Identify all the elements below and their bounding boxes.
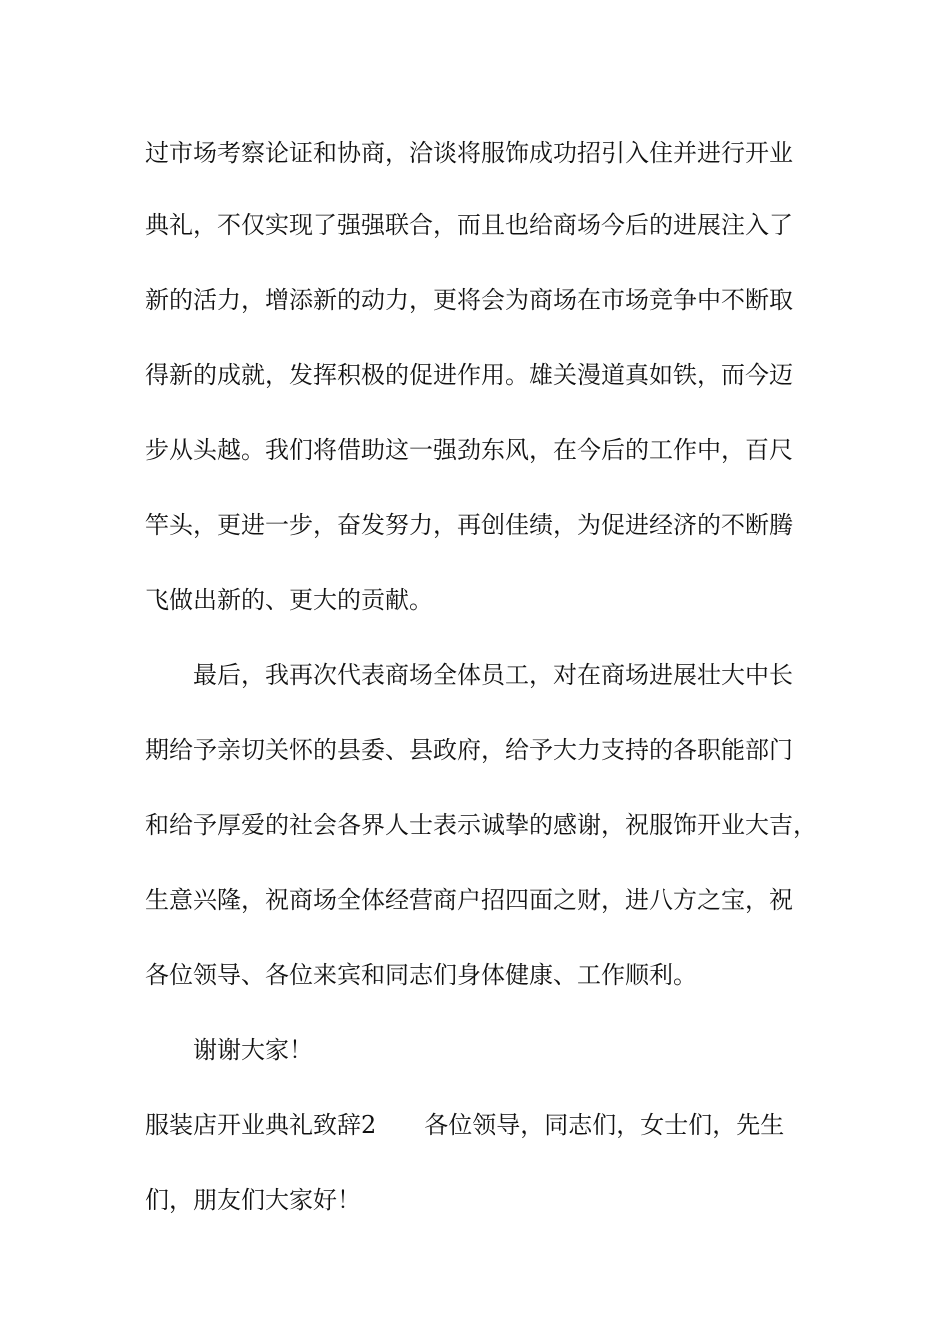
- paragraph-line: 期给予亲切关怀的县委、县政府，给予大力支持的各职能部门: [145, 736, 793, 764]
- paragraph-line: 飞做出新的、更大的贡献。: [145, 586, 433, 614]
- paragraph-line: 们，朋友们大家好！: [145, 1186, 361, 1214]
- paragraph-line: 过市场考察论证和协商，洽谈将服饰成功招引入住并进行开业: [145, 139, 793, 167]
- closing-thanks: 谢谢大家！: [193, 1036, 313, 1064]
- paragraph-line: 各位领导、各位来宾和同志们身体健康、工作顺利。: [145, 961, 697, 989]
- paragraph-line: 竿头，更进一步，奋发努力，再创佳绩，为促进经济的不断腾: [145, 511, 793, 539]
- paragraph-line: 生意兴隆，祝商场全体经营商户招四面之财，进八方之宝，祝: [145, 886, 793, 914]
- paragraph-line: 得新的成就，发挥积极的促进作用。雄关漫道真如铁，而今迈: [145, 361, 793, 389]
- paragraph-line: 步从头越。我们将借助这一强劲东风，在今后的工作中，百尺: [145, 436, 793, 464]
- paragraph-line: 典礼，不仅实现了强强联合，而且也给商场今后的进展注入了: [145, 211, 793, 239]
- paragraph-line-indented: 最后，我再次代表商场全体员工，对在商场进展壮大中长: [193, 661, 793, 689]
- section-heading-line: 服装店开业典礼致辞2 各位领导，同志们，女士们，先生: [145, 1111, 785, 1139]
- paragraph-line: 新的活力，增添新的动力，更将会为商场在市场竞争中不断取: [145, 286, 793, 314]
- paragraph-line: 和给予厚爱的社会各界人士表示诚挚的感谢，祝服饰开业大吉，: [145, 811, 817, 839]
